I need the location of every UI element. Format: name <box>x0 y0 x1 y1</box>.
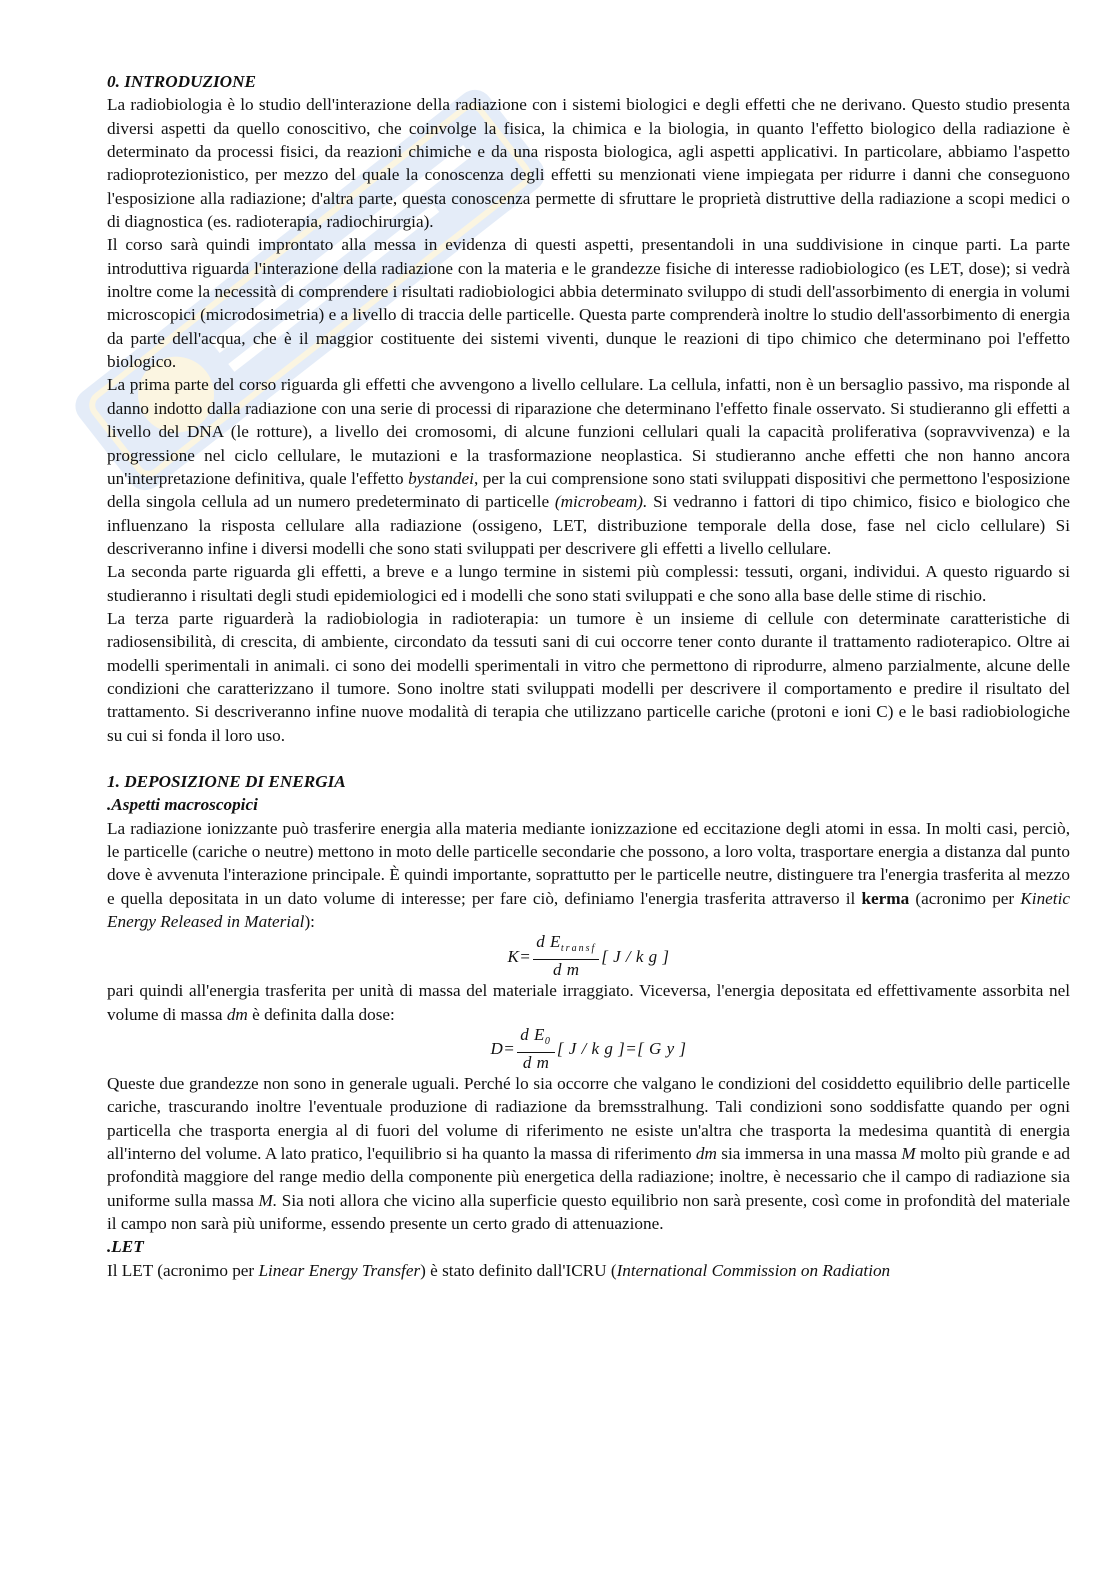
text-run: ) è stato definito dall'ICRU ( <box>420 1260 617 1280</box>
intro-paragraph-5: La terza parte riguarderà la radiobiologia in radioterapia: un tumore è un insieme di cellule con determinate caratteristiche di radiosensibilità, di crescita, di ambiente, circondato da tessuti sani di cui occorre tener conto durante il trattamento radioterapico. Oltre ai modelli sperimentali in animali. ci sono dei modelli sperimentali in vitro che permettono di riprodurre, almeno parzialmente, alcune delle condizioni che caratterizzano il tumore. Sono inoltre stati sviluppati modelli per descrivere il comportamento e predire il risultato del trattamento. Si descriveranno infine nuove modalità di terapia che utilizzano particelle cariche (protoni e ioni C) e le basi radiobiologiche su cui si fonda il loro uso. <box>107 608 1070 745</box>
formula-unit: [ J / k g ] <box>601 946 670 966</box>
text-run: La prima parte del corso riguarda gli effetti che avvengono a livello cellulare. La cellula, infatti, non è un bersaglio passivo, ma risponde al danno indotto dalla radiazione con una serie di processi di riparazione che determinano l'effetto finale osservato. Si studieranno gli effetti a livello del DNA (le rotture), a livello dei cromosomi, di alcune funzioni cellulari quali la capacità proliferativa (sopravvivenza) e la progressione nel ciclo cellulare, le mutazioni e la trasformazione neoplastica. Si studieranno anche effetti che non hanno ancora un'interpretazione definitiva, quale l'effetto <box>107 375 1070 488</box>
text-run: Si vedranno i fattori di tipo chimico, fisico e biologico che influenzano la risposta cellulare alla radiazione (ossigeno, LET, distribuzione temporale della dose, fase nel ciclo cellulare) Si descriveranno infine i diversi modelli che sono stati sviluppati per descrivere gli effetti a livello cellulare. <box>107 492 1070 558</box>
formula-subscript: 0 <box>544 1036 552 1048</box>
mass-term: M <box>901 1144 916 1164</box>
formula-lhs: D= <box>490 1039 516 1059</box>
microbeam-term: (microbeam). <box>554 492 648 512</box>
text-run: è definita dalla dose: <box>247 1004 395 1024</box>
formula-numerator <box>533 932 599 960</box>
dose-formula <box>107 1026 1070 1072</box>
text-run: ): <box>304 912 315 932</box>
intro-paragraph-1: La radiobiologia è lo studio dell'interazione della radiazione con i sistemi biologici e degli effetti che ne derivano. Questo studio presenta diversi aspetti da quello conoscitivo, che coinvolge la fisica, la chimica e la biologia, in quanto l'effetto biologico della radiazione è determinato da processi fisici, da reazioni chimiche e da una risposta biologica, agli aspetti applicativi. In particolare, abbiamo l'aspetto radioprotezionistico, per mezzo del quale la conoscenza degli effetti su menzionati viene impiegata per ridurre i danni che conseguono l'esposizione alla radiazione; d'altra parte, questa conoscenza permette di sfruttare le proprietà distruttive della radiazione a scopi medici o di diagnostica (es. radioterapia, radiochirurgia). <box>107 95 1070 232</box>
icru-expansion: International Commission on Radiation <box>616 1260 891 1280</box>
section-spacer <box>107 747 1070 770</box>
intro-paragraph-2: Il corso sarà quindi improntato alla messa in evidenza di questi aspetti, presentandoli in una suddivisione in cinque parti. La parte introduttiva riguarda l'interazione della radiazione con la materia e le grandezze fisiche di interesse radiobiologico (es LET, dose); si vedrà inoltre come la necessità di comprendere i risultati radiobiologici abbia determinato sviluppo di studi dell'assorbimento di energia in volumi microscopici (microdosimetria) e a livello di traccia delle particelle. Questa parte comprenderà inoltre lo studio dell'assorbimento di energia da parte dell'acqua, che è il maggior costituente dei sistemi viventi, dunque le reazioni di tipo chimico che determinano poi l'effetto biologico. <box>107 235 1070 372</box>
text-run: molto più grande e ad profondità maggiore del range medio della componente più energetica della radiazione; inoltre, è necessario che il campo di radiazione sia uniforme sulla massa <box>107 1144 1070 1210</box>
text-run: sia immersa in una massa <box>716 1144 902 1164</box>
subheading-macroscopic: .Aspetti macroscopici <box>107 795 258 815</box>
document-body <box>107 70 1070 1282</box>
section1-paragraph-2 <box>107 979 1070 1026</box>
text-run: , per la cui comprensione sono stati sviluppati dispositivi che permettono l'esposizione della singola cellula ad un numero predeterminato di particelle <box>107 468 1070 512</box>
bystander-term: bystandei <box>408 468 474 488</box>
formula-fraction <box>533 932 599 980</box>
formula-lhs: K= <box>507 946 532 966</box>
text-run: Sia noti allora che vicino alla superficie questo equilibrio non sarà presente, così come in profondità del materiale il campo non sarà più uniforme, essendo presente un certo grado di attenuazione. <box>107 1190 1071 1234</box>
section1-heading: 1. DEPOSIZIONE DI ENERGIA <box>107 771 346 791</box>
section1-paragraph-3 <box>107 1072 1070 1235</box>
kerma-term: kerma <box>861 888 910 908</box>
intro-paragraph-4: La seconda parte riguarda gli effetti, a breve e a lungo termine in sistemi più complessi: tessuti, organi, individui. A questo riguardo si studieranno i risultati degli studi epidemiologici ed i modelli che sono stati sviluppati e che sono alla base delle stime di rischio. <box>107 562 1070 605</box>
mass-term: M. <box>258 1190 278 1210</box>
formula-unit: [ J / k g ]=[ G y ] <box>556 1039 687 1059</box>
section1-paragraph-1 <box>107 817 1070 934</box>
formula-numerator-text: d E <box>520 1025 545 1045</box>
kerma-formula <box>107 933 1070 979</box>
text-run: Queste due grandezze non sono in generale uguali. Perché lo sia occorre che valgano le condizioni del cosiddetto equilibrio delle particelle cariche, trascurando inoltre l'eventuale produzione di radiazione da bremsstralhung. Tali condizioni sono soddisfatte quando per ogni particella che trasporta energia al di fuori del volume di riferimento ne esiste un'altra che trasporta la medesima quantità di energia all'interno del volume. A lato pratico, l'equilibrio si ha quanto la massa di riferimento <box>107 1074 1070 1164</box>
formula-denominator: d m <box>522 1053 550 1073</box>
text-run: (acronimo per <box>909 888 1021 908</box>
formula-subscript: transf <box>560 943 597 955</box>
formula-numerator <box>517 1025 555 1053</box>
text-run: La radiazione ionizzante può trasferire energia alla materia mediante ionizzazione ed eccitazione degli atomi in essa. In molti casi, perciò, le particelle (cariche o neutre) mettono in moto delle particelle secondarie che possono, a loro volta, trasportare energia a distanza dal punto dove è avvenuta l'interazione principale. È quindi importante, soprattutto per le particelle neutre, distinguere tra l'energia trasferita al mezzo e quella depositata in un dato volume di interesse; per fare ciò, definiamo l'energia trasferita attraverso il <box>107 818 1070 908</box>
section1-paragraph-4 <box>107 1259 1070 1282</box>
text-run: Il LET (acronimo per <box>107 1260 259 1280</box>
subheading-let: .LET <box>107 1237 144 1257</box>
intro-paragraph-3 <box>107 373 1070 560</box>
dm-term: dm <box>695 1144 717 1164</box>
intro-heading: 0. INTRODUZIONE <box>107 72 256 91</box>
formula-numerator-text: d E <box>536 932 561 952</box>
formula-denominator: d m <box>552 960 580 980</box>
formula-fraction <box>517 1025 555 1073</box>
kerma-expansion: Kinetic Energy Released in Material <box>107 888 1070 932</box>
dm-term: dm <box>226 1004 248 1024</box>
let-expansion: Linear Energy Transfer <box>258 1260 421 1280</box>
text-run: pari quindi all'energia trasferita per unità di massa del materiale irraggiato. Viceversa, l'energia depositata ed effettivamente assorbita nel volume di massa <box>107 981 1070 1024</box>
